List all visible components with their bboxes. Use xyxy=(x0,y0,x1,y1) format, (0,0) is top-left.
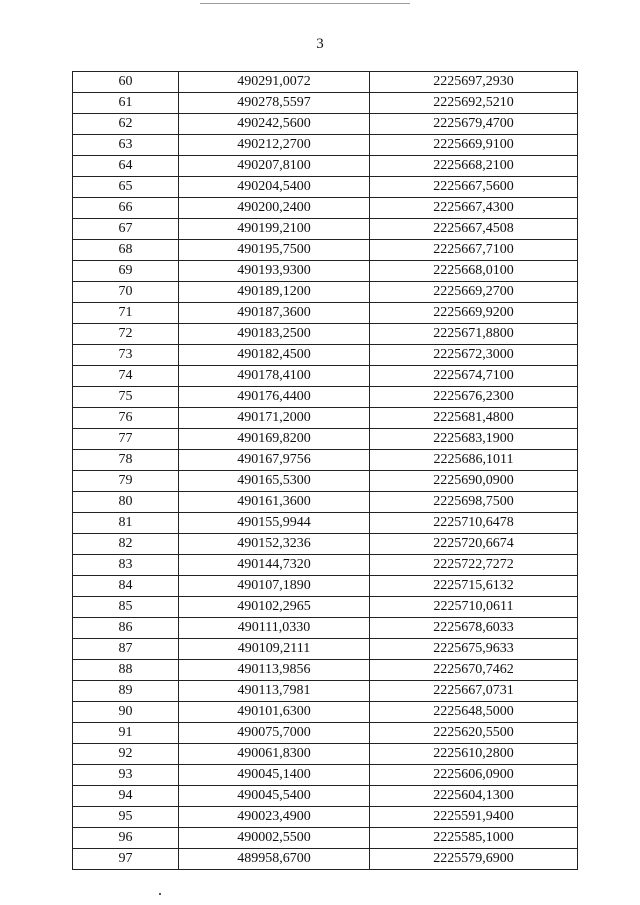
table-row xyxy=(73,72,578,93)
table-row xyxy=(73,324,578,345)
table-row xyxy=(73,450,578,471)
table-row xyxy=(73,114,578,135)
point-number-cell: 70 xyxy=(73,282,179,303)
scan-mark xyxy=(159,893,161,895)
y-coordinate-cell: 2225667,4300 xyxy=(370,198,578,219)
y-coordinate-cell: 2225670,7462 xyxy=(370,660,578,681)
x-coordinate-cell: 490187,3600 xyxy=(179,303,370,324)
x-coordinate-cell: 490204,5400 xyxy=(179,177,370,198)
y-coordinate-cell: 2225668,0100 xyxy=(370,261,578,282)
point-number-cell: 74 xyxy=(73,366,179,387)
point-number-cell: 82 xyxy=(73,534,179,555)
y-coordinate-cell: 2225678,6033 xyxy=(370,618,578,639)
table-row xyxy=(73,261,578,282)
x-coordinate-cell: 490144,7320 xyxy=(179,555,370,576)
table-row xyxy=(73,786,578,807)
y-coordinate-cell: 2225671,8800 xyxy=(370,324,578,345)
table-row xyxy=(73,576,578,597)
x-coordinate-cell: 490178,4100 xyxy=(179,366,370,387)
x-coordinate-cell: 490165,5300 xyxy=(179,471,370,492)
x-coordinate-cell: 489958,6700 xyxy=(179,849,370,870)
point-number-cell: 94 xyxy=(73,786,179,807)
x-coordinate-cell: 490291,0072 xyxy=(179,72,370,93)
point-number-cell: 85 xyxy=(73,597,179,618)
x-coordinate-cell: 490207,8100 xyxy=(179,156,370,177)
y-coordinate-cell: 2225585,1000 xyxy=(370,828,578,849)
table-row xyxy=(73,513,578,534)
table-row xyxy=(73,93,578,114)
x-coordinate-cell: 490045,1400 xyxy=(179,765,370,786)
x-coordinate-cell: 490212,2700 xyxy=(179,135,370,156)
table-row xyxy=(73,702,578,723)
table-row xyxy=(73,618,578,639)
point-number-cell: 63 xyxy=(73,135,179,156)
point-number-cell: 83 xyxy=(73,555,179,576)
table-row xyxy=(73,765,578,786)
x-coordinate-cell: 490075,7000 xyxy=(179,723,370,744)
table-row xyxy=(73,723,578,744)
x-coordinate-cell: 490167,9756 xyxy=(179,450,370,471)
y-coordinate-cell: 2225669,2700 xyxy=(370,282,578,303)
y-coordinate-cell: 2225667,5600 xyxy=(370,177,578,198)
x-coordinate-cell: 490171,2000 xyxy=(179,408,370,429)
y-coordinate-cell: 2225698,7500 xyxy=(370,492,578,513)
point-number-cell: 89 xyxy=(73,681,179,702)
x-coordinate-cell: 490152,3236 xyxy=(179,534,370,555)
point-number-cell: 67 xyxy=(73,219,179,240)
y-coordinate-cell: 2225610,2800 xyxy=(370,744,578,765)
y-coordinate-cell: 2225715,6132 xyxy=(370,576,578,597)
x-coordinate-cell: 490023,4900 xyxy=(179,807,370,828)
table-row xyxy=(73,681,578,702)
x-coordinate-cell: 490101,6300 xyxy=(179,702,370,723)
y-coordinate-cell: 2225679,4700 xyxy=(370,114,578,135)
point-number-cell: 65 xyxy=(73,177,179,198)
x-coordinate-cell: 490002,5500 xyxy=(179,828,370,849)
x-coordinate-cell: 490200,2400 xyxy=(179,198,370,219)
table-row xyxy=(73,744,578,765)
y-coordinate-cell: 2225579,6900 xyxy=(370,849,578,870)
page-number: 3 xyxy=(316,36,324,52)
x-coordinate-cell: 490278,5597 xyxy=(179,93,370,114)
x-coordinate-cell: 490199,2100 xyxy=(179,219,370,240)
table-row xyxy=(73,639,578,660)
y-coordinate-cell: 2225667,4508 xyxy=(370,219,578,240)
table-row xyxy=(73,555,578,576)
table-row xyxy=(73,345,578,366)
x-coordinate-cell: 490107,1890 xyxy=(179,576,370,597)
table-body xyxy=(73,72,578,870)
x-coordinate-cell: 490195,7500 xyxy=(179,240,370,261)
table-row xyxy=(73,471,578,492)
table-row xyxy=(73,429,578,450)
y-coordinate-cell: 2225681,4800 xyxy=(370,408,578,429)
point-number-cell: 64 xyxy=(73,156,179,177)
y-coordinate-cell: 2225672,3000 xyxy=(370,345,578,366)
x-coordinate-cell: 490182,4500 xyxy=(179,345,370,366)
table-row xyxy=(73,156,578,177)
y-coordinate-cell: 2225669,9200 xyxy=(370,303,578,324)
x-coordinate-cell: 490109,2111 xyxy=(179,639,370,660)
y-coordinate-cell: 2225710,6478 xyxy=(370,513,578,534)
point-number-cell: 72 xyxy=(73,324,179,345)
y-coordinate-cell: 2225667,7100 xyxy=(370,240,578,261)
point-number-cell: 84 xyxy=(73,576,179,597)
point-number-cell: 95 xyxy=(73,807,179,828)
x-coordinate-cell: 490169,8200 xyxy=(179,429,370,450)
point-number-cell: 78 xyxy=(73,450,179,471)
table-row xyxy=(73,177,578,198)
table-row xyxy=(73,366,578,387)
point-number-cell: 90 xyxy=(73,702,179,723)
x-coordinate-cell: 490102,2965 xyxy=(179,597,370,618)
table-row xyxy=(73,807,578,828)
point-number-cell: 93 xyxy=(73,765,179,786)
table-row xyxy=(73,387,578,408)
y-coordinate-cell: 2225686,1011 xyxy=(370,450,578,471)
table-row xyxy=(73,828,578,849)
y-coordinate-cell: 2225674,7100 xyxy=(370,366,578,387)
table-row xyxy=(73,135,578,156)
y-coordinate-cell: 2225710,0611 xyxy=(370,597,578,618)
point-number-cell: 91 xyxy=(73,723,179,744)
point-number-cell: 73 xyxy=(73,345,179,366)
point-number-cell: 77 xyxy=(73,429,179,450)
table-row xyxy=(73,198,578,219)
y-coordinate-cell: 2225722,7272 xyxy=(370,555,578,576)
point-number-cell: 88 xyxy=(73,660,179,681)
y-coordinate-cell: 2225669,9100 xyxy=(370,135,578,156)
y-coordinate-cell: 2225591,9400 xyxy=(370,807,578,828)
point-number-cell: 81 xyxy=(73,513,179,534)
table-row xyxy=(73,849,578,870)
point-number-cell: 68 xyxy=(73,240,179,261)
point-number-cell: 60 xyxy=(73,72,179,93)
point-number-cell: 61 xyxy=(73,93,179,114)
x-coordinate-cell: 490113,7981 xyxy=(179,681,370,702)
y-coordinate-cell: 2225675,9633 xyxy=(370,639,578,660)
y-coordinate-cell: 2225606,0900 xyxy=(370,765,578,786)
y-coordinate-cell: 2225697,2930 xyxy=(370,72,578,93)
x-coordinate-cell: 490189,1200 xyxy=(179,282,370,303)
coordinates-table xyxy=(72,71,578,870)
x-coordinate-cell: 490176,4400 xyxy=(179,387,370,408)
x-coordinate-cell: 490242,5600 xyxy=(179,114,370,135)
top-rule xyxy=(200,3,410,4)
x-coordinate-cell: 490161,3600 xyxy=(179,492,370,513)
point-number-cell: 79 xyxy=(73,471,179,492)
y-coordinate-cell: 2225720,6674 xyxy=(370,534,578,555)
point-number-cell: 96 xyxy=(73,828,179,849)
table-row xyxy=(73,660,578,681)
x-coordinate-cell: 490061,8300 xyxy=(179,744,370,765)
point-number-cell: 97 xyxy=(73,849,179,870)
point-number-cell: 87 xyxy=(73,639,179,660)
y-coordinate-cell: 2225676,2300 xyxy=(370,387,578,408)
x-coordinate-cell: 490183,2500 xyxy=(179,324,370,345)
table-row xyxy=(73,492,578,513)
table-row xyxy=(73,219,578,240)
point-number-cell: 76 xyxy=(73,408,179,429)
table-row xyxy=(73,534,578,555)
y-coordinate-cell: 2225690,0900 xyxy=(370,471,578,492)
point-number-cell: 75 xyxy=(73,387,179,408)
table-row xyxy=(73,240,578,261)
point-number-cell: 71 xyxy=(73,303,179,324)
y-coordinate-cell: 2225668,2100 xyxy=(370,156,578,177)
y-coordinate-cell: 2225683,1900 xyxy=(370,429,578,450)
x-coordinate-cell: 490111,0330 xyxy=(179,618,370,639)
table-row xyxy=(73,303,578,324)
y-coordinate-cell: 2225667,0731 xyxy=(370,681,578,702)
table-row xyxy=(73,282,578,303)
x-coordinate-cell: 490155,9944 xyxy=(179,513,370,534)
point-number-cell: 62 xyxy=(73,114,179,135)
y-coordinate-cell: 2225648,5000 xyxy=(370,702,578,723)
x-coordinate-cell: 490193,9300 xyxy=(179,261,370,282)
point-number-cell: 80 xyxy=(73,492,179,513)
table-row xyxy=(73,597,578,618)
x-coordinate-cell: 490113,9856 xyxy=(179,660,370,681)
point-number-cell: 92 xyxy=(73,744,179,765)
y-coordinate-cell: 2225604,1300 xyxy=(370,786,578,807)
y-coordinate-cell: 2225692,5210 xyxy=(370,93,578,114)
point-number-cell: 66 xyxy=(73,198,179,219)
x-coordinate-cell: 490045,5400 xyxy=(179,786,370,807)
y-coordinate-cell: 2225620,5500 xyxy=(370,723,578,744)
point-number-cell: 69 xyxy=(73,261,179,282)
table-row xyxy=(73,408,578,429)
point-number-cell: 86 xyxy=(73,618,179,639)
